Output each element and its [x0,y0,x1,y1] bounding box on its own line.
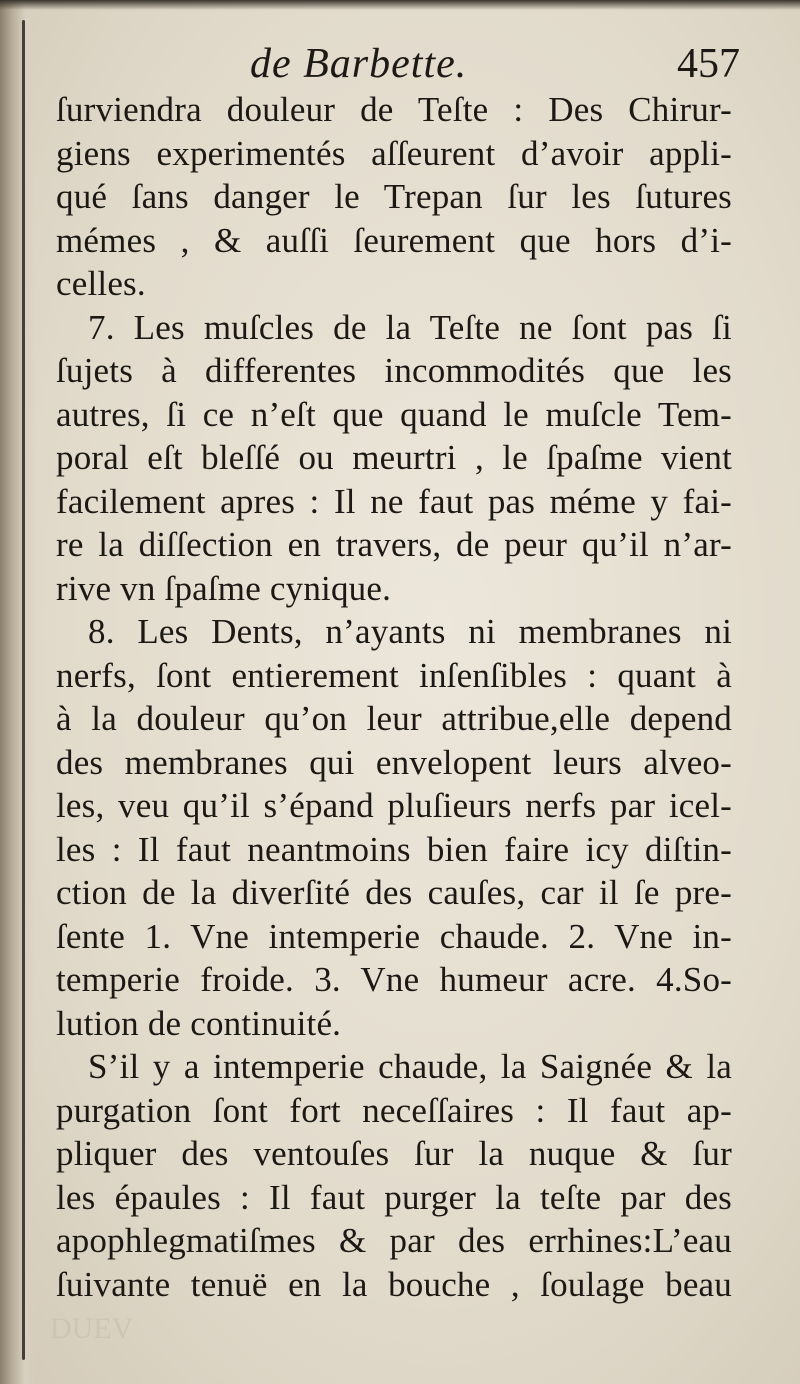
text-line: qué ſans danger le Trepan ſur les ſutures [56,177,732,216]
text-line: les, veu qu’il s’épand pluſieurs nerfs par icel- [56,786,732,825]
text-line: giens experimentés aſſeurent d’avoir appli- [56,133,732,173]
text-line: ſurviendra douleur de Teſte : Des Chirur- [56,90,732,129]
page-number: 457 [677,41,740,87]
top-edge-shadow [0,0,800,10]
text-line: 7. Les muſcles de la Teſte ne ſont pas ſi [88,307,732,347]
text-line: S’il y a intemperie chaude, la Saignée & la [88,1047,732,1086]
bleed-through-mark: DUEV [50,1312,134,1345]
text-line: des membranes qui envelopent leurs alveo- [56,742,732,782]
running-title: de Barbette. [250,41,468,87]
text-line: temperie froide. 3. Vne humeur acre. 4.So- [56,960,732,999]
text-line: 8. Les Dents, n’ayants ni membranes ni [88,612,732,651]
text-line: ſujets à differentes incommodités que les [56,351,732,390]
text-line: ſente 1. Vne intemperie chaude. 2. Vne in- [56,916,732,956]
text-line: les épaules : Il faut purger la teſte par des [56,1177,732,1217]
text-line: autres, ſi ce n’eſt que quand le muſcle Tem- [56,394,732,434]
text-line: rive vn ſpaſme cynique. [56,568,392,608]
binding-edge [22,20,25,1360]
text-line: re la diſſection en travers, de peur qu’il n’ar- [56,525,732,564]
binding-gutter [0,0,36,1384]
text-line: celles. [56,264,146,303]
text-line: ſuivante tenuë en la bouche , ſoulage beau [56,1264,732,1304]
text-line: nerfs, ſont entierement inſenſibles : quant à [56,655,732,695]
text-line: les : Il faut neantmoins bien faire icy diſtin- [56,829,732,869]
text-line: poral eſt bleſſé ou meurtri , le ſpaſme vient [56,438,732,477]
text-line: à la douleur qu’on leur attribue,elle depend [56,699,732,738]
text-line: apophlegmatiſmes & par des errhines:L’eau [56,1221,732,1260]
text-line: facilement apres : Il ne faut pas méme y fai- [56,481,732,521]
text-line: lution de continuité. [56,1003,342,1043]
text-line: ction de la diverſité des cauſes, car il ſe pre- [56,873,732,912]
text-line: mémes , & auſſi ſeurement que hors d’i- [56,220,732,260]
text-line: pliquer des ventouſes ſur la nuque & ſur [56,1134,732,1173]
text-line: purgation ſont fort neceſſaires : Il faut ap- [56,1090,732,1130]
body-text [56,88,732,1306]
